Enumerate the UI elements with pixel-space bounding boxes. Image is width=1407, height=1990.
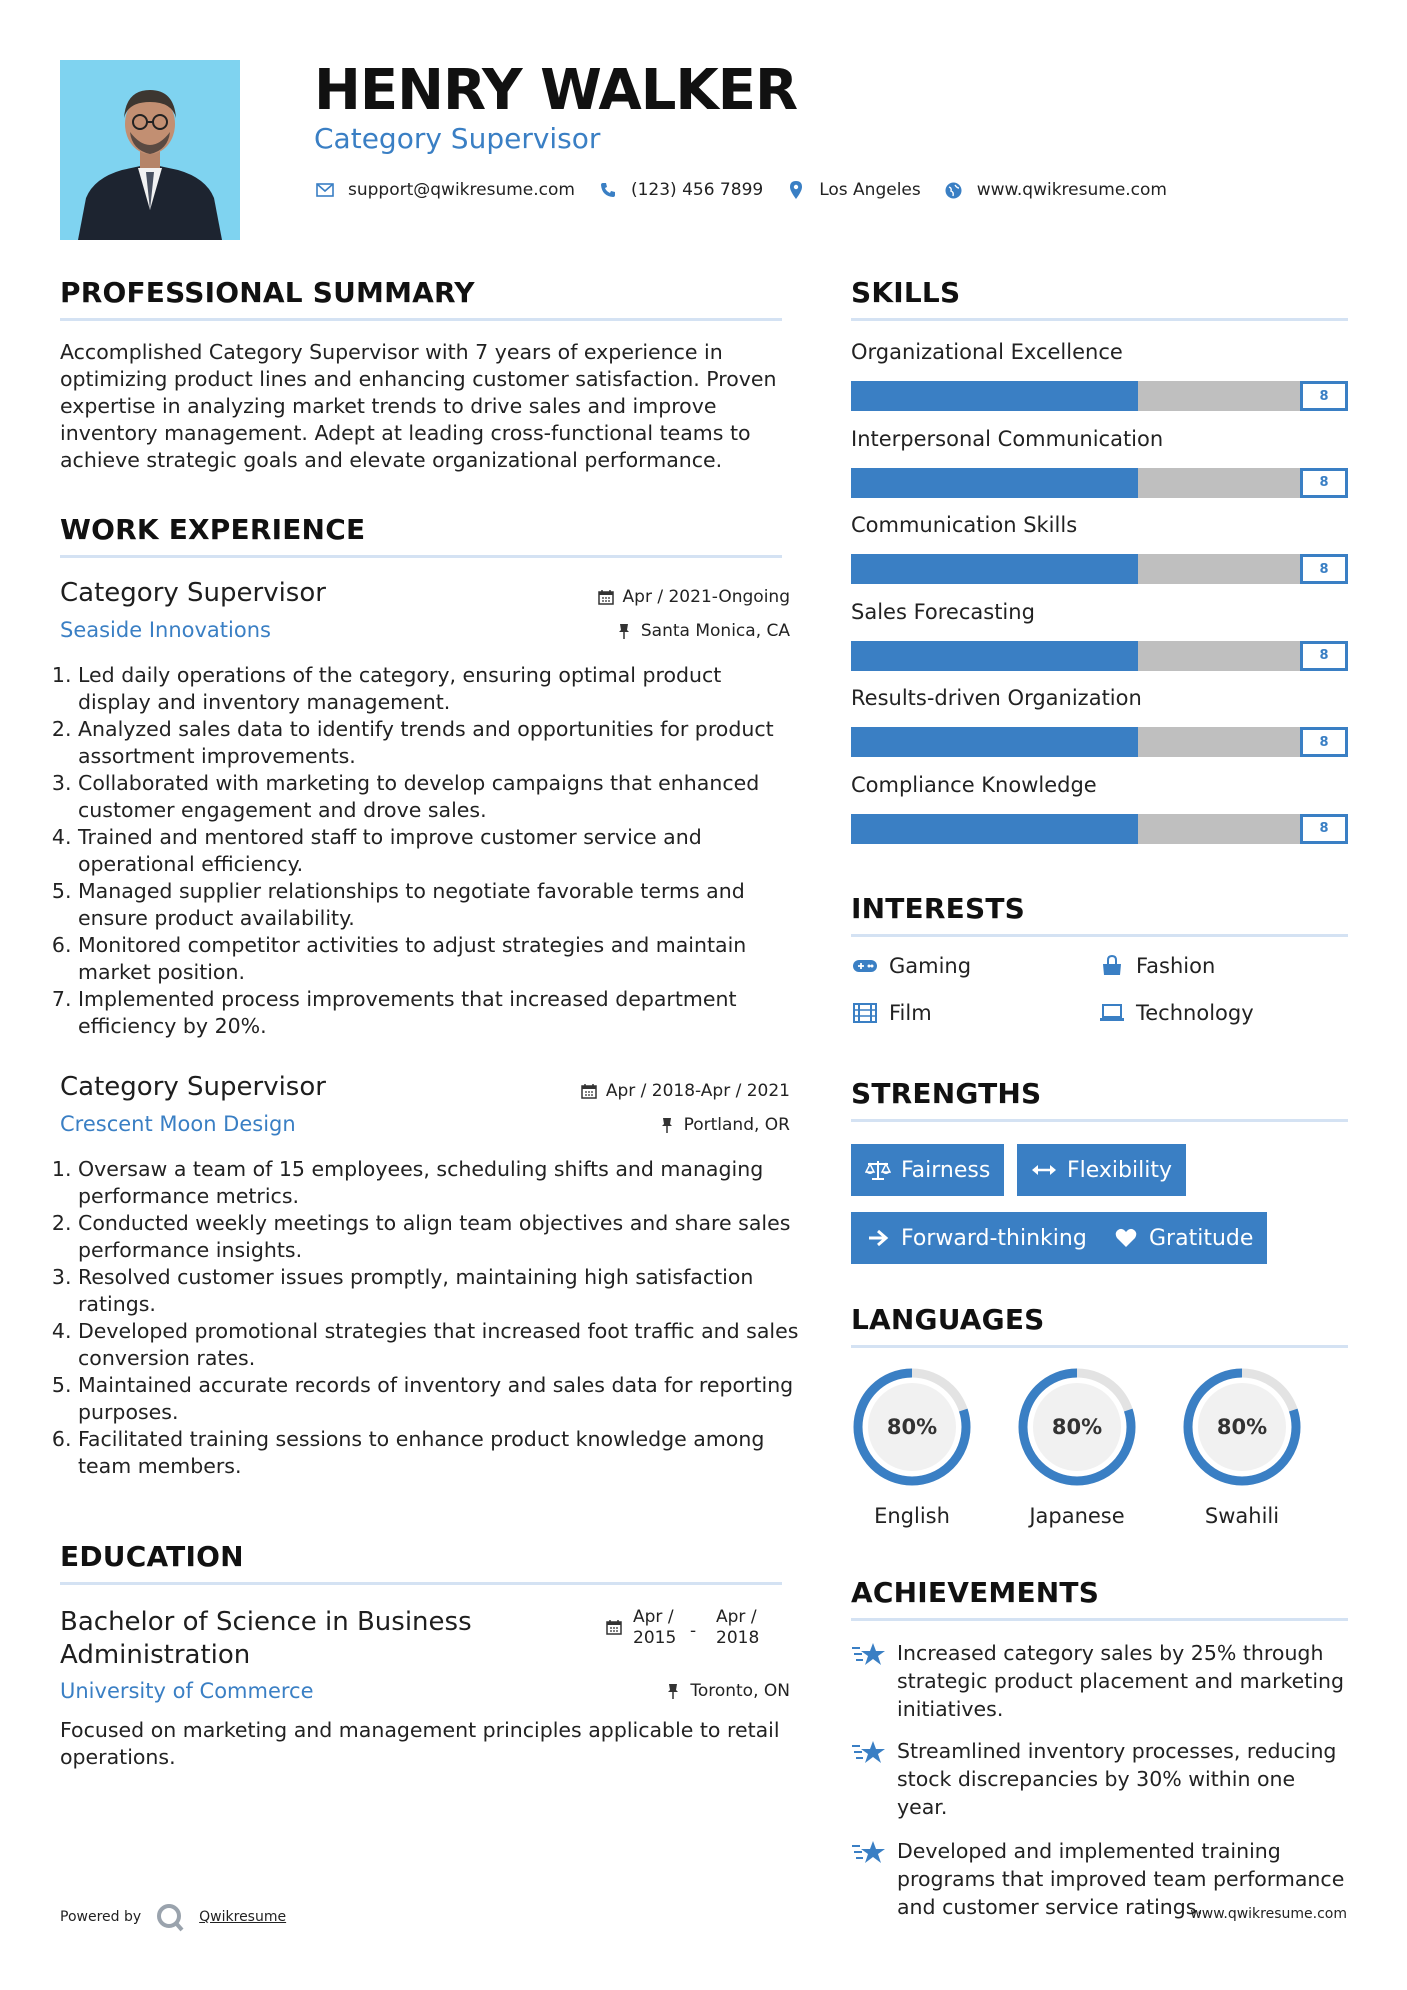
calendar-icon (597, 588, 615, 606)
education-heading: EDUCATION (60, 1540, 244, 1573)
duty-item: 6. Facilitated training sessions to enhance product knowledge among team members. (78, 1426, 800, 1480)
shooting-star-icon (851, 1639, 887, 1669)
skill-score-badge: 8 (1300, 641, 1348, 671)
contact-email[interactable]: support@qwikresume.com (348, 180, 575, 200)
balance-scale-icon (865, 1159, 891, 1181)
skill-score-badge: 8 (1300, 468, 1348, 498)
experience-heading: WORK EXPERIENCE (60, 513, 366, 546)
achievements-divider (851, 1618, 1348, 1621)
strengths-heading: STRENGTHS (851, 1077, 1042, 1110)
skill-score-badge: 8 (1300, 727, 1348, 757)
skill-level-bar (851, 468, 1348, 498)
language-percent: 80% (1216, 1415, 1268, 1439)
education-start-date (633, 1607, 676, 1649)
experience-divider (60, 555, 782, 558)
achievements-heading: ACHIEVEMENTS (851, 1576, 1100, 1609)
duty-item: 5. Managed supplier relationships to negotiate favorable terms and ensure product availability. (78, 878, 800, 932)
skill-name: Sales Forecasting (851, 599, 1035, 624)
duty-item: 6. Monitored competitor activities to adjust strategies and maintain market position. (78, 932, 800, 986)
map-marker-icon (785, 179, 807, 201)
interest-label: Gaming (889, 954, 972, 978)
interest-fashion (1098, 954, 1215, 978)
qwikresume-logo-icon (155, 1902, 185, 1932)
interests-divider (851, 934, 1348, 937)
strength-forward-thinking (851, 1212, 1101, 1264)
job-duties-list (60, 1156, 800, 1480)
shooting-star-icon (851, 1737, 887, 1767)
skill-level-fill (851, 814, 1138, 844)
candidate-title: Category Supervisor (314, 122, 601, 155)
language-name: English (874, 1504, 950, 1528)
achievements-list (851, 1639, 1348, 1921)
job-company: Crescent Moon Design (60, 1112, 296, 1136)
globe-icon (943, 179, 965, 201)
duty-item: 4. Trained and mentored staff to improve customer service and operational efficiency. (78, 824, 800, 878)
contact-bar (314, 178, 1189, 202)
skill-level-remainder (1138, 727, 1300, 757)
skills-list (851, 340, 1348, 859)
achievement-item (851, 1639, 1348, 1723)
achievement-text: Increased category sales by 25% through strategic product placement and marketing initiatives. (897, 1641, 1345, 1721)
language-progress-ring (1016, 1366, 1138, 1488)
skill-level-bar (851, 381, 1348, 411)
language-item (851, 1366, 973, 1528)
languages-list (851, 1366, 1348, 1536)
job-location-text: Portland, OR (683, 1115, 790, 1135)
education-degree: Bachelor of Science in Business Administration (60, 1607, 472, 1670)
summary-text: Accomplished Category Supervisor with 7 years of experience in optimizing product lines and enhancing customer satisfaction. Proven expertise in analyzing market trends to drive sales and improve inventory management. Adept at leading cross-functional teams to achieve strategic goals and elevate organizational performance. (60, 340, 777, 472)
footer-website[interactable]: www.qwikresume.com (1190, 1906, 1347, 1922)
skill-level-fill (851, 554, 1138, 584)
strength-label: Gratitude (1149, 1225, 1254, 1251)
calendar-icon (580, 1082, 598, 1100)
pushpin-icon (664, 1682, 682, 1700)
interest-label: Film (889, 1001, 932, 1025)
strength-gratitude (1099, 1212, 1267, 1264)
skill-item (851, 600, 1348, 687)
candidate-name: HENRY WALKER (314, 58, 798, 123)
skill-level-fill (851, 381, 1138, 411)
language-name: Japanese (1029, 1504, 1125, 1528)
education-location-text: Toronto, ON (690, 1681, 790, 1701)
pushpin-icon (658, 1116, 676, 1134)
skill-name: Interpersonal Communication (851, 426, 1164, 451)
arrows-horizontal-icon (1031, 1159, 1057, 1181)
education-location (480, 1681, 790, 1701)
education-school: University of Commerce (60, 1679, 314, 1703)
education-end-year: 2018 (716, 1628, 760, 1648)
languages-heading: LANGUAGES (851, 1303, 1045, 1336)
shooting-star-icon (851, 1837, 887, 1867)
languages-divider (851, 1345, 1348, 1348)
strength-label: Flexibility (1067, 1157, 1172, 1183)
job-company: Seaside Innovations (60, 618, 271, 642)
language-item (1016, 1366, 1138, 1528)
interest-gaming (851, 954, 971, 978)
strength-label: Fairness (901, 1157, 991, 1183)
job-duties-list (60, 662, 800, 1040)
job-dates-text: Apr / 2021-Ongoing (622, 587, 790, 607)
skill-score-badge: 8 (1300, 814, 1348, 844)
profile-photo (60, 60, 240, 240)
skills-heading: SKILLS (851, 276, 961, 309)
skill-name: Compliance Knowledge (851, 772, 1097, 797)
language-progress-ring (851, 1366, 973, 1488)
education-start-year: 2015 (633, 1628, 677, 1648)
skill-level-fill (851, 727, 1138, 757)
duty-item: 3. Collaborated with marketing to develop campaigns that enhanced customer engagement and drove sales. (78, 770, 800, 824)
pushpin-icon (615, 622, 633, 640)
language-percent: 80% (886, 1415, 938, 1439)
duty-item: 1. Oversaw a team of 15 employees, scheduling shifts and managing performance metrics. (78, 1156, 800, 1210)
skill-item (851, 686, 1348, 773)
skill-level-bar (851, 641, 1348, 671)
powered-by-text: Powered by (60, 1909, 142, 1925)
date-separator: - (690, 1621, 697, 1641)
achievement-text: Streamlined inventory processes, reducing stock discrepancies by 30% within one year. (897, 1739, 1337, 1819)
skill-item (851, 513, 1348, 600)
skill-level-remainder (1138, 641, 1300, 671)
strength-flexibility (1017, 1144, 1186, 1196)
job-location (480, 621, 790, 641)
education-end-date (716, 1607, 759, 1649)
job-dates (480, 587, 790, 607)
skill-item (851, 340, 1348, 427)
skill-level-fill (851, 468, 1138, 498)
duty-item: 2. Conducted weekly meetings to align team objectives and share sales performance insights. (78, 1210, 800, 1264)
skill-item (851, 773, 1348, 860)
skill-name: Communication Skills (851, 513, 1078, 537)
heart-icon (1113, 1227, 1139, 1249)
education-text: Focused on marketing and management principles applicable to retail operations. (60, 1718, 780, 1769)
skill-level-fill (851, 641, 1138, 671)
job-title: Category Supervisor (60, 578, 326, 608)
interest-label: Fashion (1136, 954, 1216, 978)
strength-label: Forward-thinking (901, 1225, 1087, 1251)
duty-item: 1. Led daily operations of the category, ensuring optimal product display and inventory management. (78, 662, 800, 716)
language-name: Swahili (1204, 1504, 1280, 1528)
language-progress-ring (1181, 1366, 1303, 1488)
skill-level-remainder (1138, 554, 1300, 584)
job-location (480, 1115, 790, 1135)
duty-item: 2. Analyzed sales data to identify trends and opportunities for product assortment improvements. (78, 716, 800, 770)
profile-photo-image (60, 60, 240, 240)
interest-label: Technology (1136, 1001, 1254, 1025)
qwikresume-link[interactable]: Qwikresume (199, 1909, 287, 1925)
duty-item: 3. Resolved customer issues promptly, maintaining high satisfaction ratings. (78, 1264, 800, 1318)
skill-level-bar (851, 814, 1348, 844)
job-dates-text: Apr / 2018-Apr / 2021 (605, 1081, 790, 1101)
arrow-right-icon (865, 1227, 891, 1249)
film-icon (851, 1002, 879, 1024)
contact-location: Los Angeles (819, 180, 921, 200)
skills-divider (851, 318, 1348, 321)
skill-name: Results-driven Organization (851, 686, 1142, 710)
contact-phone[interactable]: (123) 456 7899 (630, 180, 764, 200)
skill-score-badge: 8 (1300, 381, 1348, 411)
skill-name: Organizational Excellence (851, 340, 1123, 364)
achievement-text: Developed and implemented training programs that improved team performance and customer service ratings. (897, 1839, 1345, 1919)
skill-level-bar (851, 554, 1348, 584)
skill-level-remainder (1138, 468, 1300, 498)
language-item (1181, 1366, 1303, 1528)
summary-divider (60, 318, 782, 321)
education-end-month: Apr / (716, 1607, 757, 1627)
job-title: Category Supervisor (60, 1072, 326, 1102)
contact-website[interactable]: www.qwikresume.com (976, 180, 1167, 200)
duty-item: 7. Implemented process improvements that increased department efficiency by 20%. (78, 986, 800, 1040)
interest-technology (1098, 1001, 1254, 1025)
skill-item (851, 427, 1348, 514)
phone-icon (597, 179, 619, 201)
skill-level-bar (851, 727, 1348, 757)
interests-heading: INTERESTS (851, 892, 1025, 925)
job-location-text: Santa Monica, CA (640, 621, 790, 641)
education-dates (606, 1607, 796, 1653)
education-start-month: Apr / (633, 1607, 674, 1627)
education-divider (60, 1582, 782, 1585)
job-dates (480, 1081, 790, 1101)
duty-item: 5. Maintained accurate records of inventory and sales data for reporting purposes. (78, 1372, 800, 1426)
language-percent: 80% (1051, 1415, 1103, 1439)
summary-heading: PROFESSIONAL SUMMARY (60, 276, 475, 309)
achievement-item (851, 1737, 1348, 1821)
laptop-icon (1098, 1002, 1126, 1024)
envelope-icon (314, 179, 336, 201)
strengths-divider (851, 1119, 1348, 1122)
skill-level-remainder (1138, 814, 1300, 844)
gamepad-icon (851, 955, 879, 977)
shopping-bag-icon (1098, 955, 1126, 977)
duty-item: 4. Developed promotional strategies that increased foot traffic and sales conversion rates. (78, 1318, 800, 1372)
interest-film (851, 1001, 932, 1025)
calendar-icon (606, 1619, 622, 1641)
skill-level-remainder (1138, 381, 1300, 411)
skill-score-badge: 8 (1300, 554, 1348, 584)
strength-fairness (851, 1144, 1004, 1196)
footer-powered-by (60, 1902, 286, 1932)
